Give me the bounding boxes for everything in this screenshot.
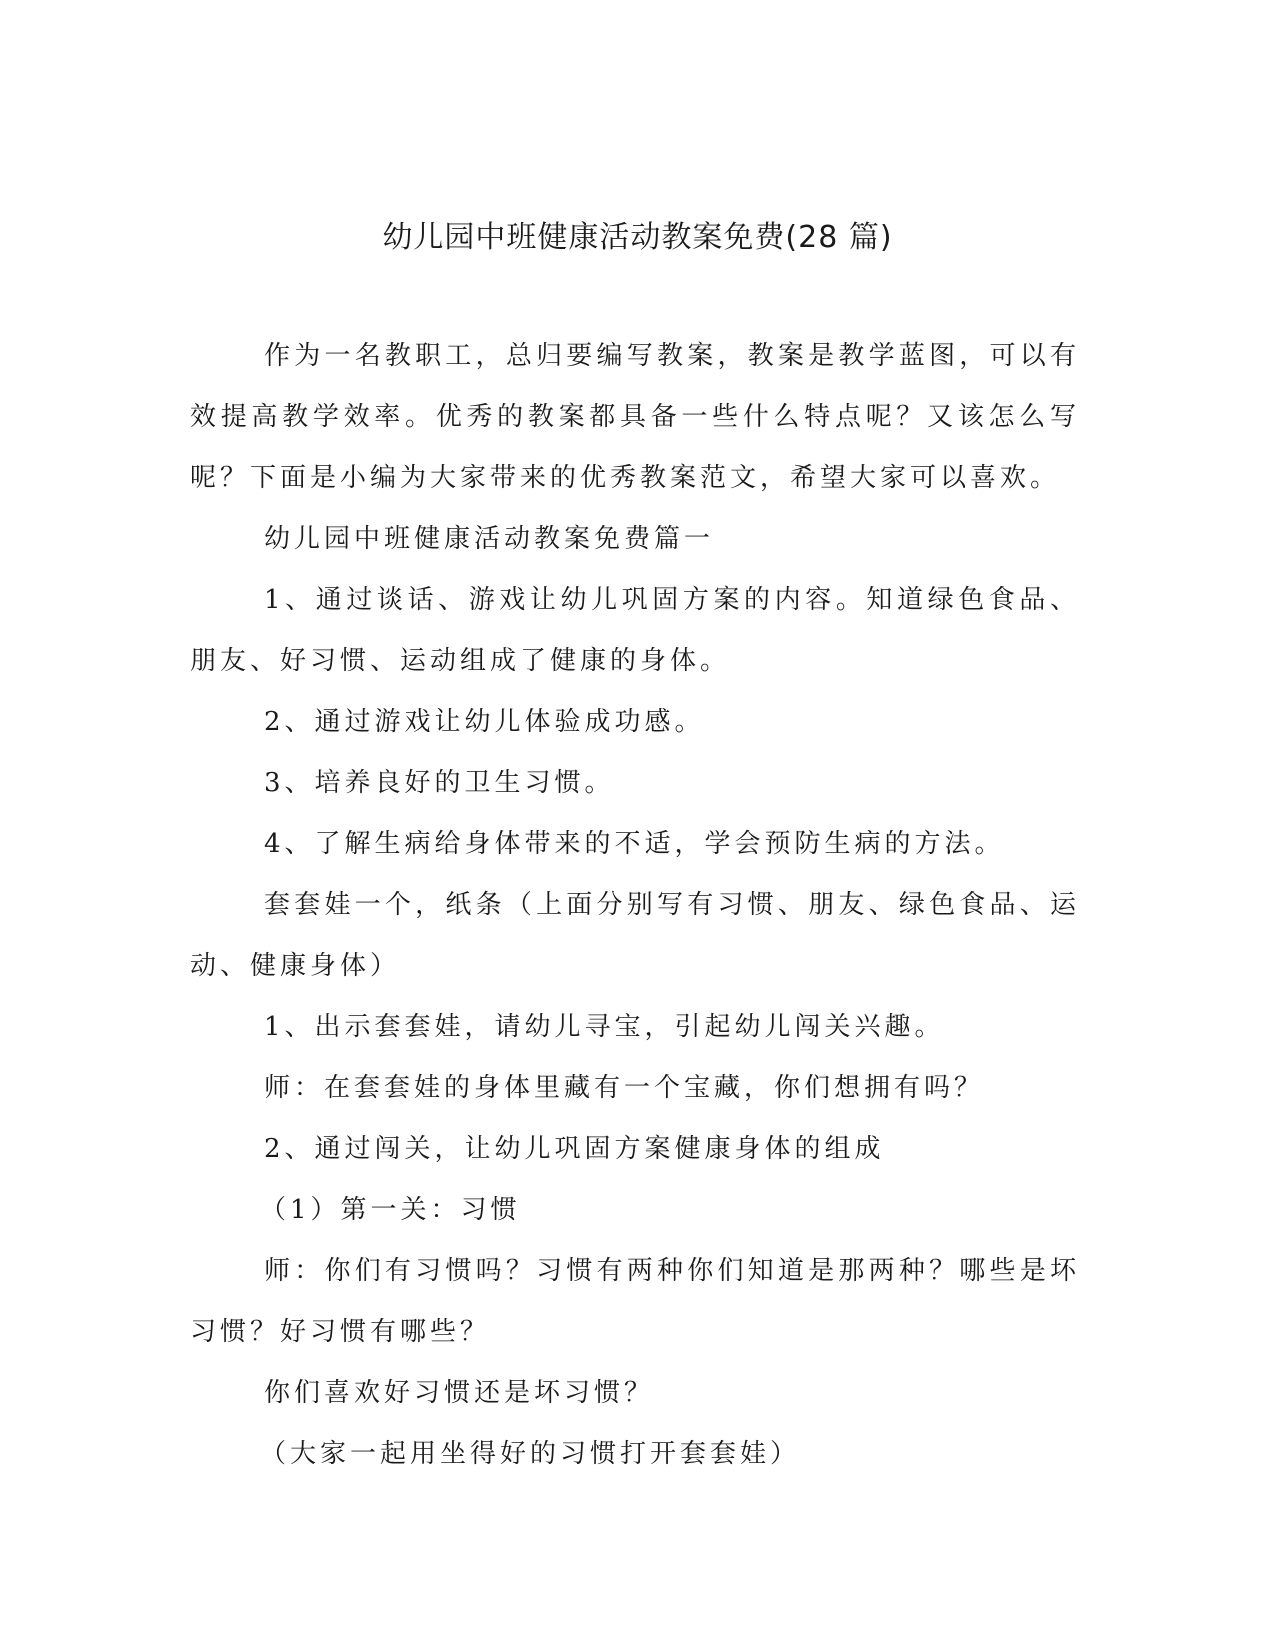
materials-paragraph: 套套娃一个，纸条（上面分别写有习惯、朋友、绿色食品、运动、健康身体） [190, 890, 1080, 981]
document-title: 幼儿园中班健康活动教案免费(28 篇) [382, 220, 893, 255]
section-heading: 幼儿园中班健康活动教案免费篇一 [264, 524, 715, 554]
question-line: 你们喜欢好习惯还是坏习惯？ [264, 1378, 655, 1408]
level-one-heading: （1）第一关：习惯 [260, 1195, 521, 1225]
process-step-2: 2、通过闯关，让幼儿巩固方案健康身体的组成 [264, 1134, 885, 1164]
goal-item-3: 3、培养良好的卫生习惯。 [264, 768, 615, 798]
activity-note: （大家一起用坐得好的习惯打开套套娃） [260, 1439, 801, 1469]
teacher-line-2: 师：你们有习惯吗？习惯有两种你们知道是那两种？哪些是坏习惯？好习惯有哪些？ [190, 1256, 1080, 1347]
document-body [190, 326, 1080, 1485]
goal-item-4: 4、了解生病给身体带来的不适，学会预防生病的方法。 [264, 829, 1005, 859]
teacher-line-1: 师：在套套娃的身体里藏有一个宝藏，你们想拥有吗？ [264, 1073, 985, 1103]
process-step-1: 1、出示套套娃，请幼儿寻宝，引起幼儿闯关兴趣。 [264, 1012, 945, 1042]
goal-item-1: 1、通过谈话、游戏让幼儿巩固方案的内容。知道绿色食品、朋友、好习惯、运动组成了健康的身体。 [190, 585, 1080, 676]
paragraph-intro: 作为一名教职工，总归要编写教案，教案是教学蓝图，可以有效提高教学效率。优秀的教案都具备一些什么特点呢？又该怎么写呢？下面是小编为大家带来的优秀教案范文，希望大家可以喜欢。 [190, 341, 1080, 493]
goal-item-2: 2、通过游戏让幼儿体验成功感。 [264, 707, 705, 737]
